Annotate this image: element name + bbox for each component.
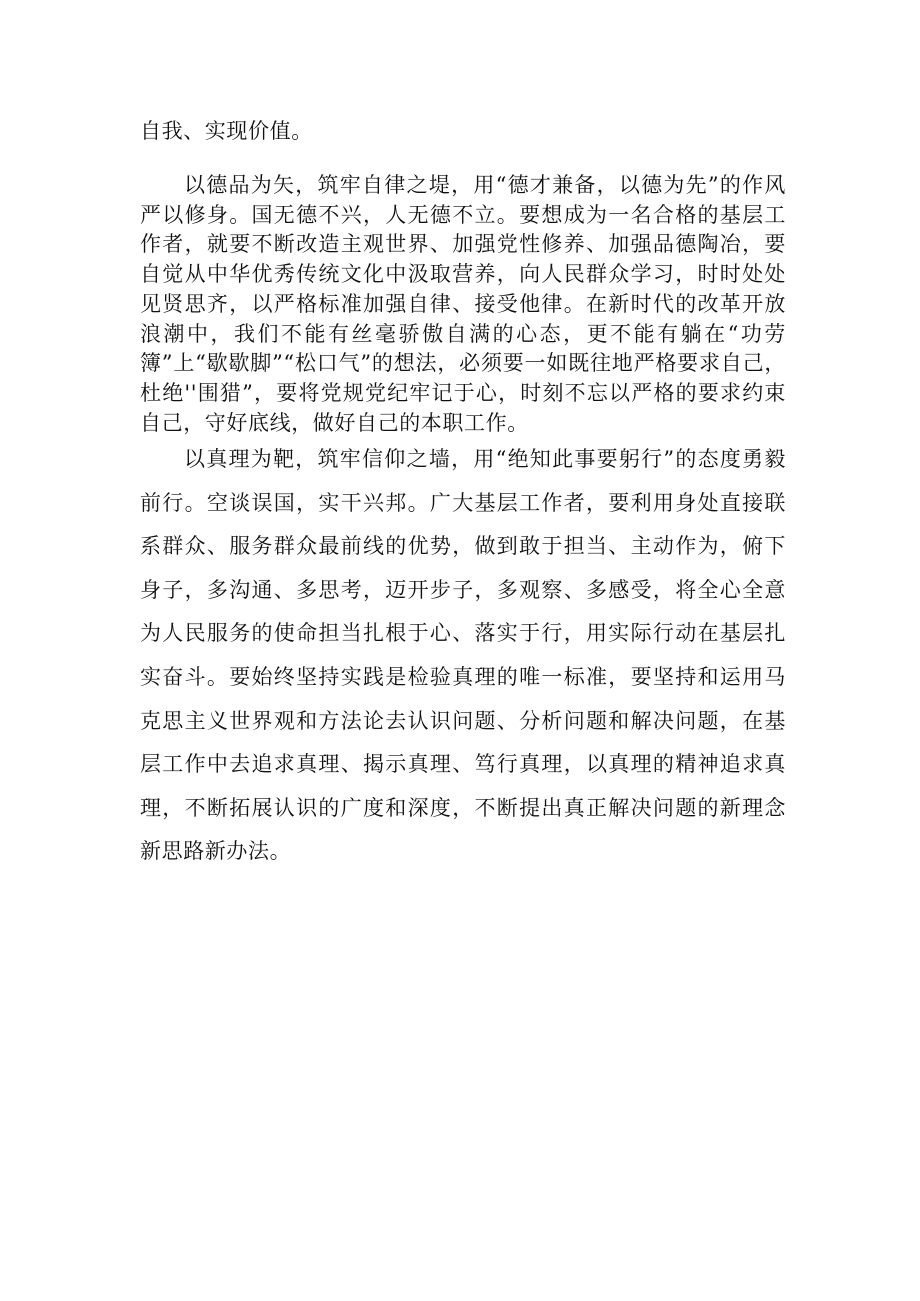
paragraph-moral-character: 以德品为矢，筑牢自律之堤，用“德才兼备，以德为先”的作风严以修身。国无德不兴，人无德不立。要想成为一名合格的基层工作者，就要不断改造主观世界、加强党性修养、加强品德陶冶，要自觉从中华优秀传统文化中汲取营养，向人民群众学习，时时处处见贤思齐，以严格标准加强自律、接受他律。在新时代的改革开放浪潮中，我们不能有丝毫骄傲自满的心态，更不能有躺在“功劳簿”上“歇歇脚”“松口气”的想法，必须要一如既往地严格要求自己，杜绝''围猎”，要将党规党纪牢记于心，时刻不忘以严格的要求约束自己，守好底线，做好自己的本职工作。 (140, 173, 786, 435)
paragraph-truth: 以真理为靶，筑牢信仰之墙，用“绝知此事要躬行”的态度勇毅前行。空谈误国，实干兴邦。广大基层工作者，要利用身处直接联系群众、服务群众最前线的优势，做到敢于担当、主动作为，俯下身子，多沟通、多思考，迈开步子，多观察、多感受，将全心全意为人民服务的使命担当扎根于心、落实于行，用实际行动在基层扎实奋斗。要始终坚持实践是检验真理的唯一标准，要坚持和运用马克思主义世界观和方法论去认识问题、分析问题和解决问题，在基层工作中去追求真理、揭示真理、笃行真理，以真理的精神追求真理，不断拓展认识的广度和深度，不断提出真正解决问题的新理念新思路新办法。 (140, 447, 786, 864)
paragraph-continuation: 自我、实现价值。 (140, 119, 313, 143)
